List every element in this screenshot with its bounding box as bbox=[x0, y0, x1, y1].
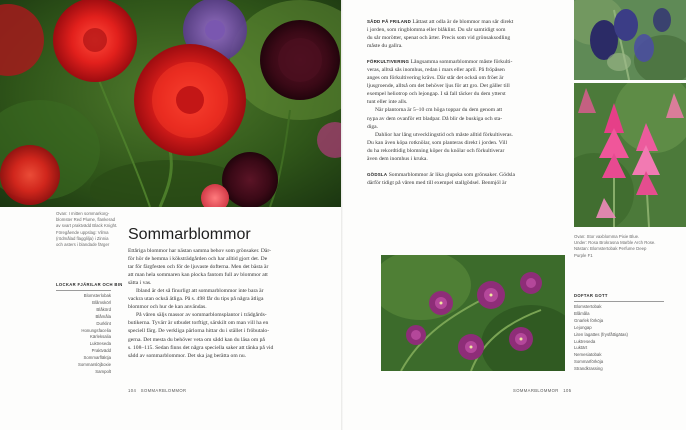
caption-line: Nästan: Blomstertobak Perfume Deep bbox=[574, 246, 647, 252]
sidebar-pollinators-title: LOCKAR FJÄRILAR OCH BIN bbox=[56, 282, 123, 287]
list-item: Blåmåla bbox=[574, 310, 590, 316]
list-item: Luktreseda bbox=[574, 338, 596, 344]
sidebar-pollinators-list bbox=[56, 293, 111, 376]
text-line: nypa av dem ovanför ett bladpar. Då blir de buskiga och sta- bbox=[367, 115, 503, 122]
photo-red-scabiosa-art bbox=[0, 0, 343, 207]
list-item: Lejongap bbox=[574, 324, 592, 330]
text-line bbox=[367, 171, 572, 179]
photo-pink-salvia bbox=[574, 83, 686, 227]
list-item: Gnarlek förköja bbox=[574, 317, 604, 323]
caption-line: Under: Rosa Brokrasna Marble Arch Rose. bbox=[574, 240, 656, 246]
text-line: Du kan även köpa rotknölar, som planteras direkt i jorden. Vill bbox=[367, 139, 508, 146]
text-line: anges om förkultivering krävs. Där står det också om fröet är bbox=[367, 75, 504, 82]
photo-purple-nicotiana-art bbox=[381, 255, 565, 371]
page-title: Sommarblommor bbox=[128, 226, 251, 243]
text-line: ljusgroende, alltså om det behöver ljus för att gro. Det gäller till bbox=[367, 83, 510, 90]
page-footer-right bbox=[513, 388, 574, 393]
paragraph bbox=[128, 247, 333, 287]
text-line: sådd av sommarblommor. Det ska jag berätta om nu. bbox=[128, 352, 247, 359]
page-number: 104 bbox=[128, 388, 137, 393]
text-run: Långsamma sommarblommor måste förkulti- bbox=[409, 59, 513, 66]
caption-line: Ovan: I mitten sommarkorg- bbox=[56, 211, 110, 216]
sidebar-fragrant-list bbox=[574, 304, 674, 373]
list-item: Durklint bbox=[96, 320, 111, 326]
text-line: för hör de hemma i köksträdgården och har alltid gjort det. De bbox=[128, 256, 268, 263]
text-line: Dahlior har lång utvecklingstid och måste alltid förkultiveras. bbox=[375, 131, 513, 138]
photo-blue-cerinthe bbox=[574, 0, 686, 80]
caption-line: (rödmålad flagglilja) i Zinnia bbox=[56, 235, 109, 241]
paragraph bbox=[367, 106, 572, 130]
photo-purple-nicotiana bbox=[381, 255, 565, 371]
photo-red-scabiosa bbox=[0, 0, 343, 207]
text-line: vackra utan också ätliga. På s. 498 får du tips på några ätliga bbox=[128, 296, 264, 303]
running-footer: SOMMARBLOMMOR bbox=[140, 388, 187, 393]
text-line: Ibland är det så finurligt att sommarblommor inte bara är bbox=[136, 288, 264, 295]
text-line: även dem inomhus i kruka. bbox=[367, 155, 428, 162]
paragraph bbox=[367, 18, 572, 50]
caption-line: Ovan: Stor vaxblomma Pixie Blue. bbox=[574, 234, 640, 239]
list-item: Blåkörd bbox=[96, 306, 111, 312]
right-body-text bbox=[367, 18, 572, 187]
text-line: På våren säljs massor av sommarblomsplantor i trädgårds- bbox=[136, 312, 267, 319]
list-item: Blomsterlobak bbox=[83, 293, 111, 298]
right-page bbox=[343, 0, 686, 430]
list-item: Sommarförköja bbox=[574, 359, 604, 365]
caption-line: av svart praktvädd Black Knight. bbox=[56, 223, 118, 229]
text-line: veras, alltså sås inomhus, redan i mars eller april. På fröpåsen bbox=[367, 67, 505, 74]
text-run: Sommarblommor är lika glupska som grönsaker. Gödsla bbox=[387, 171, 516, 178]
paragraph bbox=[128, 287, 333, 311]
paragraph-lead: GÖDSLA bbox=[367, 171, 388, 177]
text-line: du sår morötter, spenat och ärter. Precis som vid grönsaksodling bbox=[367, 35, 511, 42]
list-item: Nemesiatobak bbox=[574, 352, 602, 358]
text-line: gerna. Det mesta du behöver veta om sådd kan du läsa om på bbox=[128, 336, 265, 343]
running-footer: SOMMARBLOMMOR bbox=[513, 388, 559, 393]
text-line bbox=[367, 18, 572, 26]
list-item: Strandkrassing bbox=[574, 366, 603, 372]
list-item: Sommarfläktja bbox=[83, 355, 111, 361]
text-line: Ettåriga blommor har nästan samma behov som grönsaker. Där- bbox=[128, 248, 271, 254]
caption-line: blomster Red Plume, flankerad bbox=[56, 217, 115, 223]
text-line: butikerna. Tyvärr är utbudet torftigt, särskilt om man vill ha en bbox=[128, 320, 269, 327]
text-line: tar för färgfesten och för de ljuvaste dofterna. Men det bästa är bbox=[128, 264, 269, 271]
paragraph-lead: FÖRKULTIVERING bbox=[367, 59, 410, 65]
caption-line: Purple F1 bbox=[574, 252, 593, 258]
sidebar-fragrant-title: DOFTAR GOTT bbox=[574, 293, 608, 298]
text-line: s. 108–115. Sedan finns det några speciella saker att tänka på vid bbox=[128, 344, 274, 351]
photo-caption bbox=[574, 234, 682, 259]
list-item: Blåmskörl bbox=[92, 299, 111, 305]
intro-body-text bbox=[128, 247, 333, 360]
list-item: Kärleksalia bbox=[89, 334, 111, 340]
text-line: blommor och hur de kan användas. bbox=[128, 304, 207, 311]
text-line: speciell färg. De verkliga pärlorna hittar du i stället i fröbutalo- bbox=[128, 328, 270, 335]
caption-line: Föregående uppslag: Vilma bbox=[56, 229, 109, 235]
text-line: diga. bbox=[367, 123, 379, 130]
list-item: Praktvädd bbox=[91, 348, 111, 354]
page-number: 105 bbox=[563, 388, 572, 393]
text-line: att man hela sommaren kan plocka fantom full av blommor att bbox=[128, 272, 268, 279]
text-line: tunt eller inte alls. bbox=[367, 99, 408, 106]
photo-caption bbox=[56, 211, 116, 248]
list-item: Honungsfacelia bbox=[81, 327, 111, 333]
paragraph bbox=[367, 171, 572, 187]
list-item: Blåmåla bbox=[95, 313, 111, 319]
list-item: Liten lagattes (frysfåttigätas) bbox=[574, 331, 628, 337]
text-line: måste du gallra. bbox=[367, 43, 403, 50]
text-line: du ha rekordtidig blomning köper du knölar och förkultiverar bbox=[367, 147, 505, 154]
page-footer-left bbox=[128, 388, 189, 393]
text-line bbox=[367, 58, 572, 66]
text-line: sätta i vas. bbox=[128, 280, 152, 287]
text-line: När plantorna är 5–10 cm höga toppar du dem genom att bbox=[375, 107, 503, 114]
paragraph-lead: SÅDD PÅ FRILAND bbox=[367, 19, 411, 24]
text-run: Lättast att odla är de blommor man sår direkt bbox=[411, 19, 514, 25]
text-line: därför tidigt på våren med till exempel stallgödsel. Benmjöl är bbox=[367, 179, 507, 186]
list-item: Blomstertobak bbox=[574, 304, 602, 309]
text-line: i jorden, som ringblomma eller blåklint. Du sår samtidigt som bbox=[367, 27, 506, 34]
photo-pink-salvia-art bbox=[574, 83, 686, 227]
list-item: Sommarslöjboxie bbox=[78, 362, 111, 368]
caption-line: och asters i blandade färger bbox=[56, 242, 110, 248]
paragraph bbox=[128, 311, 333, 359]
sidebar-divider bbox=[56, 290, 111, 291]
text-line: exempel heliotrop och lejongap. I så fall täcker du dem ytterst bbox=[367, 91, 506, 98]
photo-blue-cerinthe-art bbox=[574, 0, 686, 80]
list-item: Sampolt bbox=[95, 368, 111, 374]
sidebar-divider bbox=[574, 301, 664, 302]
paragraph bbox=[367, 131, 572, 163]
list-item: Luktärt bbox=[574, 345, 588, 351]
paragraph bbox=[367, 58, 572, 106]
list-item: Luktreseda bbox=[89, 341, 111, 347]
